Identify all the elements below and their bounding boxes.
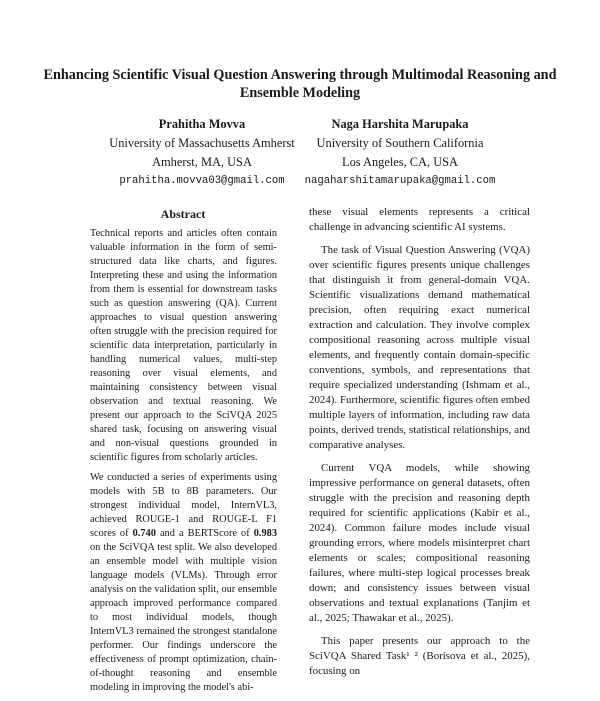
abstract-text: and a BERTScore of — [155, 528, 254, 539]
author-email: nagaharshitamarupaka@gmail.com — [304, 175, 496, 187]
author-email: prahitha.movva03@gmail.com — [119, 175, 285, 187]
author-affiliation: University of Southern California — [316, 136, 484, 150]
author-block-2 — [265, 115, 535, 191]
body-paragraph: The task of Visual Question Answering (VQA) over scientific figures presents unique challenges that distinguish it from general-domain VQA. Scientific visualizations demand mathematical precision, often requiring exact numerical extraction and calculation. They involve complex compositional reasoning across multiple visual elements, and frequently contain domain-specific conventions, symbols, and representations that require specialized understanding (Ishmam et al., 2024). Furthermore, scientific figures often embed multiple layers of information, including raw data points, derived trends, statistical relationships, and comparative analyses. — [309, 244, 530, 451]
abstract-heading: Abstract — [160, 207, 206, 221]
author-location: Los Angeles, CA, USA — [342, 155, 458, 169]
introduction-column — [309, 205, 530, 687]
paper-title: Enhancing Scientific Visual Question Answering through Multimodal Reasoning and Ensemble Modeling — [43, 67, 557, 101]
author-affiliation: University of Massachusetts Amherst — [109, 136, 295, 150]
abstract-text: on the SciVQA test split. We also developed an ensemble model with multiple vision language models (VLMs). Through error analysis on the validation split, our ensemble approach improved performance compared to most individual models, though InternVL3 remained the strongest standalone performer. Our findings underscore the effectiveness of prompt optimization, chain-of-thought reasoning and ensemble modeling in improving the model's abi- — [90, 542, 277, 693]
abstract-paragraph-1: Technical reports and articles often contain valuable information in the form of semi-structured data like charts, and figures. Interpreting these and using the information from them is essential for downstream tasks such as question answering (QA). Current approaches to visual question answering often struggle with the precision required for scientific data interpretation, particularly in handling numerical values, multi-step reasoning over visual elements, and maintaining consistency between visual observation and textual reasoning. We present our approach to the SciVQA 2025 shared task, focusing on answering visual and non-visual questions grounded in scientific figures from scholarly articles. — [90, 228, 277, 463]
body-paragraph: these visual elements represents a critical challenge in advancing scientific AI systems. — [309, 206, 530, 233]
body-paragraph: This paper presents our approach to the SciVQA Shared Task¹ ² (Borisova et al., 2025), focusing on — [309, 635, 530, 677]
rouge-score: 0.740 — [132, 528, 156, 539]
author-name: Prahitha Movva — [158, 117, 246, 131]
bert-score: 0.983 — [253, 528, 278, 539]
author-name: Naga Harshita Marupaka — [331, 117, 469, 131]
body-paragraph: Current VQA models, while showing impressive performance on general datasets, often struggle with the precision and reasoning depth required for scientific applications (Kabir et al., 2024). Common failure modes include visual grounding errors, where models misinterpret chart elements or scales; compositional reasoning failures, where multi-step logical processes break down; and consistency issues between visual observations and textual explanations (Tanjim et al., 2025; Thawakar et al., 2025). — [309, 462, 530, 624]
abstract-text: We conducted a series of experiments using models with 5B to 8B parameters. Our strongest individual model, InternVL3, achieved ROUGE-1 and ROUGE-L F1 scores of — [90, 472, 277, 539]
author-location: Amherst, MA, USA — [152, 155, 252, 169]
abstract-column — [90, 227, 277, 701]
abstract-paragraph-2 — [90, 471, 277, 695]
